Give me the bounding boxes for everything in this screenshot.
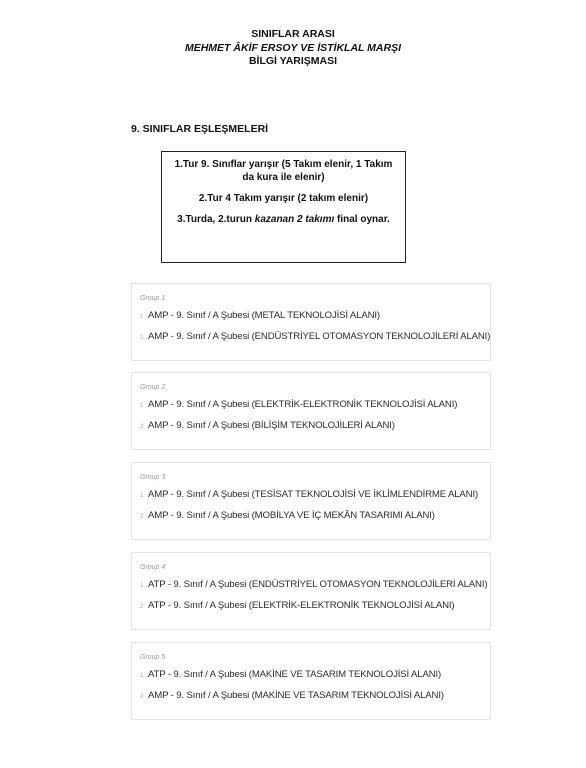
group-card-3 — [131, 462, 491, 540]
group-label: Group 4 — [140, 564, 166, 571]
rule-3-suffix: final oynar. — [334, 214, 390, 225]
rules-box — [161, 151, 406, 263]
team-number: 2 — [140, 335, 144, 341]
team-name: AMP - 9. Sınıf / A Şubesi (TESİSAT TEKNOLOJİSİ VE İKLİMLENDİRME ALANI) — [148, 489, 479, 500]
rule-3 — [172, 213, 395, 226]
team-entry — [140, 420, 395, 431]
header-title-line: SINIFLAR ARASI — [251, 28, 335, 40]
team-entry — [140, 399, 457, 410]
header-subtitle-line: MEHMET ÂKİF ERSOY VE İSTİKLAL MARŞI — [184, 41, 402, 54]
team-number: 2 — [140, 604, 144, 610]
rule-3-emphasis: kazanan 2 takımı — [254, 214, 335, 225]
group-label: Group 1 — [140, 295, 166, 302]
group-label: Group 3 — [140, 474, 166, 481]
section-title: 9. SINIFLAR EŞLEŞMELERİ — [131, 123, 269, 135]
team-entry — [140, 669, 441, 680]
rule-3-prefix: 3.Turda, 2.turun — [177, 214, 255, 225]
document-header — [0, 28, 586, 69]
team-name: AMP - 9. Sınıf / A Şubesi (BİLİŞİM TEKNOLOJİLERİ ALANI) — [148, 420, 395, 431]
team-name: AMP - 9. Sınıf / A Şubesi (ELEKTRİK-ELEKTRONİK TEKNOLOJİSİ ALANI) — [148, 399, 458, 410]
team-entry — [140, 579, 487, 590]
team-entry — [140, 510, 435, 521]
rule-2: 2.Tur 4 Takım yarışır (2 takım elenir) — [198, 193, 369, 204]
team-name: ATP - 9. Sınıf / A Şubesi (ELEKTRİK-ELEKTRONİK TEKNOLOJİSİ ALANI) — [148, 600, 455, 611]
team-number: 2 — [140, 514, 144, 520]
team-entry — [140, 331, 490, 342]
team-name: AMP - 9. Sınıf / A Şubesi (MAKİNE VE TASARIM TEKNOLOJİSİ ALANI) — [148, 690, 444, 701]
team-number: 1 — [140, 314, 144, 320]
group-card-1 — [131, 283, 491, 361]
team-entry — [140, 690, 444, 701]
team-name: AMP - 9. Sınıf / A Şubesi (MOBİLYA VE İÇ MEKÂN TASARIMI ALANI) — [148, 510, 435, 521]
team-name: AMP - 9. Sınıf / A Şubesi (METAL TEKNOLOJİSİ ALANI) — [148, 310, 380, 321]
team-number: 1 — [140, 583, 144, 589]
team-name: AMP - 9. Sınıf / A Şubesi (ENDÜSTRİYEL OTOMASYON TEKNOLOJİLERİ ALANI) — [148, 331, 491, 342]
team-name: ATP - 9. Sınıf / A Şubesi (MAKİNE VE TASARIM TEKNOLOJİSİ ALANI) — [148, 669, 442, 680]
team-entry — [140, 310, 380, 321]
header-title-line-3: BİLGİ YARIŞMASI — [248, 55, 338, 67]
team-number: 1 — [140, 673, 144, 679]
group-label: Group 5 — [140, 654, 166, 661]
team-number: 2 — [140, 424, 144, 430]
team-entry — [140, 600, 454, 611]
team-number: 2 — [140, 694, 144, 700]
rule-1: 1.Tur 9. Sınıflar yarışır (5 Takım elenir, 1 Takım da kura ile elenir) — [174, 159, 393, 183]
group-card-4 — [131, 552, 491, 630]
group-label: Group 2 — [140, 384, 166, 391]
team-entry — [140, 489, 478, 500]
team-number: 1 — [140, 403, 144, 409]
group-card-2 — [131, 372, 491, 450]
team-name: ATP - 9. Sınıf / A Şubesi (ENDÜSTRİYEL OTOMASYON TEKNOLOJİLERİ ALANI) — [148, 579, 488, 590]
team-number: 1 — [140, 493, 144, 499]
group-card-5 — [131, 642, 491, 720]
